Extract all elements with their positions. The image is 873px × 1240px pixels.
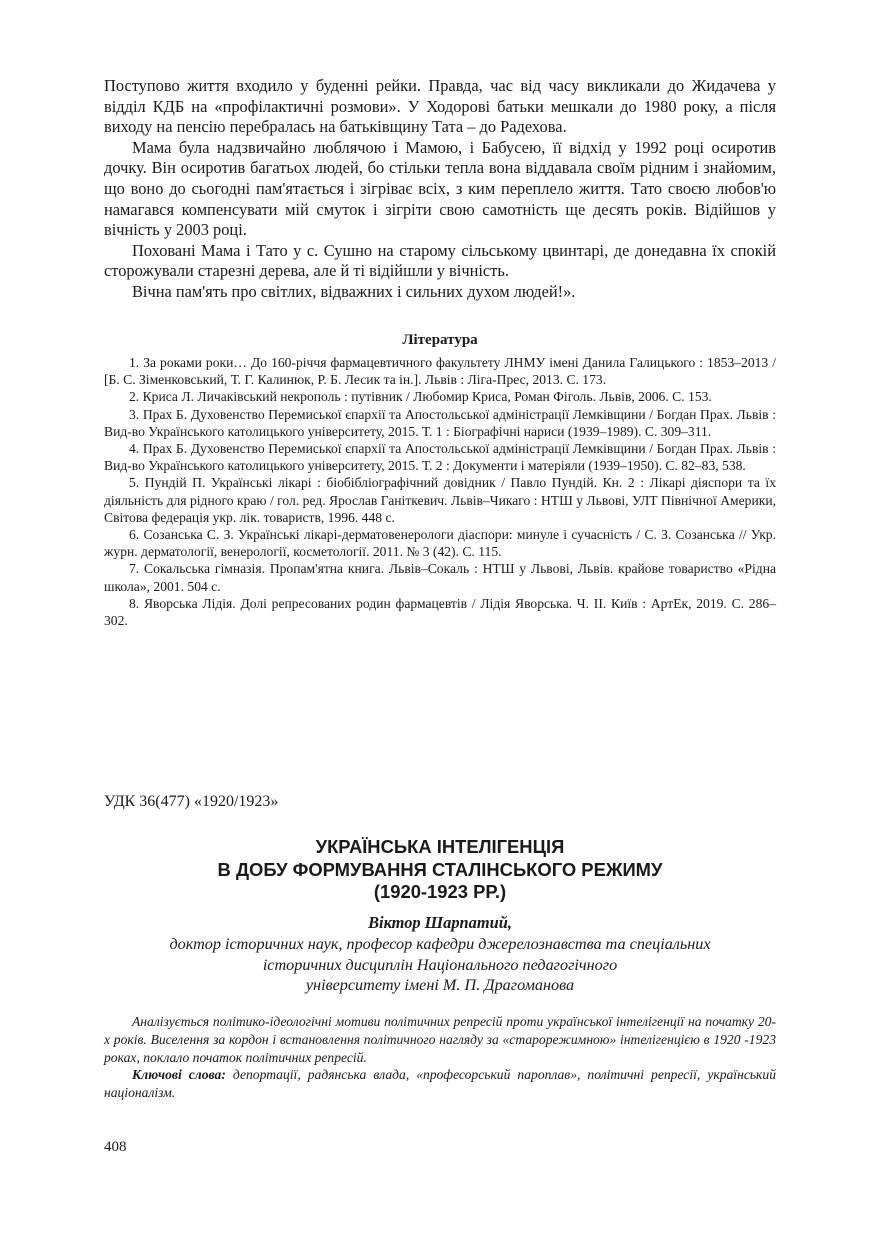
author-name: Віктор Шарпатий, <box>368 913 512 932</box>
body-paragraph: Поступово життя входило у буденні рейки. Правда, час від часу викликали до Жидачева у відділ КДБ на «профілактичні розмови». У Ходорові батьки мешкали до 1980 року, а після виходу на пенсію перебралась на батьківщину Тата – до Радехова. <box>104 76 776 137</box>
article-title <box>104 836 776 904</box>
literature-heading: Література <box>402 332 478 348</box>
body-paragraph: Поховані Мама і Тато у с. Сушно на старому сільському цвинтарі, де донедавна їх спокій сторожували старезні дерева, але й ті відійшли у вічність. <box>104 240 776 281</box>
page-number: 408 <box>104 1139 127 1155</box>
reference-item: 3. Прах Б. Духовенство Перемиської єпархії та Апостольської адміністрації Лемківщини / Богдан Прах. Львів : Вид-во Українського католицького університету, 2015. Т. 1 : Біографічні нариси (1939–1989). С. 309–311. <box>104 406 776 439</box>
reference-list <box>104 354 776 629</box>
title-line: УКРАЇНСЬКА ІНТЕЛІГЕНЦІЯ <box>315 836 565 857</box>
body-paragraph: Мама була надзвичайно люблячою і Мамою, і Бабусею, її відхід у 1992 році осиротив дочку. Він осиротив багатьох людей, бо стільки тепла вона віддавала своїм рідним і знайомим, що воно до сьогодні пам'ятається і зігріває всіх, з ким переплело життя. Тато своєю любов'ю намагався компенсувати мій смуток і зігріти свою самотність ще десять років. Відійшов у вічність у 2003 році. <box>104 137 776 240</box>
body-paragraph: Вічна пам'ять про світлих, відважних і сильних духом людей!». <box>132 281 576 301</box>
keywords-label: Ключові слова: <box>132 1067 226 1083</box>
keywords-text: депортації, радянська влада, «професорський пароплав», політичні репресії, український націоналізм. <box>104 1067 777 1101</box>
affiliation-line: доктор історичних наук, професор кафедри джерелознавства та спеціальних <box>169 935 711 953</box>
title-line: В ДОБУ ФОРМУВАННЯ СТАЛІНСЬКОГО РЕЖИМУ <box>217 858 663 880</box>
title-line: (1920-1923 РР.) <box>373 881 507 903</box>
affiliation-line: історичних дисциплін Національного педагогічного <box>262 955 618 974</box>
keywords <box>104 1066 776 1102</box>
article-abstract <box>104 1013 776 1102</box>
reference-item: 8. Яворська Лідія. Долі репресованих родин фармацевтів / Лідія Яворська. Ч. II. Київ : АртЕк, 2019. С. 286–302. <box>104 595 776 629</box>
affiliation-line: університету імені М. П. Драгоманова <box>305 976 575 995</box>
author-affiliation <box>104 934 776 996</box>
reference-item: 2. Криса Л. Личаківський некрополь : путівник / Любомир Криса, Роман Фіголь. Львів, 2006. С. 153. <box>129 389 712 405</box>
reference-item: 6. Созанська С. З. Українські лікарі-дерматовенерологи діаспори: минуле і сучасність / С. З. Созанська // Укр. журн. дерматології, венерології, косметології. 2011. № 3 (42). С. 115. <box>104 527 776 560</box>
reference-item: 7. Сокальська гімназія. Пропам'ятна книга. Львів–Сокаль : НТШ у Львові, Львів. крайове товариство «Рідна школа», 2001. 504 с. <box>104 561 776 594</box>
reference-item: 4. Прах Б. Духовенство Перемиської єпархії та Апостольської адміністрації Лемківщини / Богдан Прах. Львів : Вид-во Українського католицького університету, 2015. Т. 2 : Документи і матеріяли (1939–1950). С. 82–83, 538. <box>104 441 776 474</box>
abstract-text: Аналізується політико-ідеологічні мотиви політичних репресій проти української інтелігенції на початку 20-х років. Виселення за кордон і встановлення політичного нагляду за «старорежимною» інтелігенцією в 1920 -1923 роках, поклало початок політичних репресій. <box>104 1014 776 1065</box>
memoir-body-text <box>104 76 776 303</box>
reference-item: 1. За роками роки… До 160-річчя фармацевтичного факультету ЛНМУ імені Данила Галицького : 1853–2013 / [Б. С. Зіменковський, Т. Г. Калинюк, Р. Б. Лесик та ін.]. Львів : Ліга-Прес, 2013. С. 173. <box>104 355 776 388</box>
udk-code: УДК 36(477) «1920/1923» <box>104 793 279 810</box>
reference-item: 5. Пундій П. Українські лікарі : біобібліографічний довідник / Павло Пундій. Кн. 2 : Лікарі діяспори та їх діяльність для рідного краю / гол. ред. Ярослав Ганіткевич. Львів–Чикаго : НТШ у Львові, УЛТ Північної Америки, Світова федерація укр. лік. товариств, 1996. 448 с. <box>104 475 776 525</box>
